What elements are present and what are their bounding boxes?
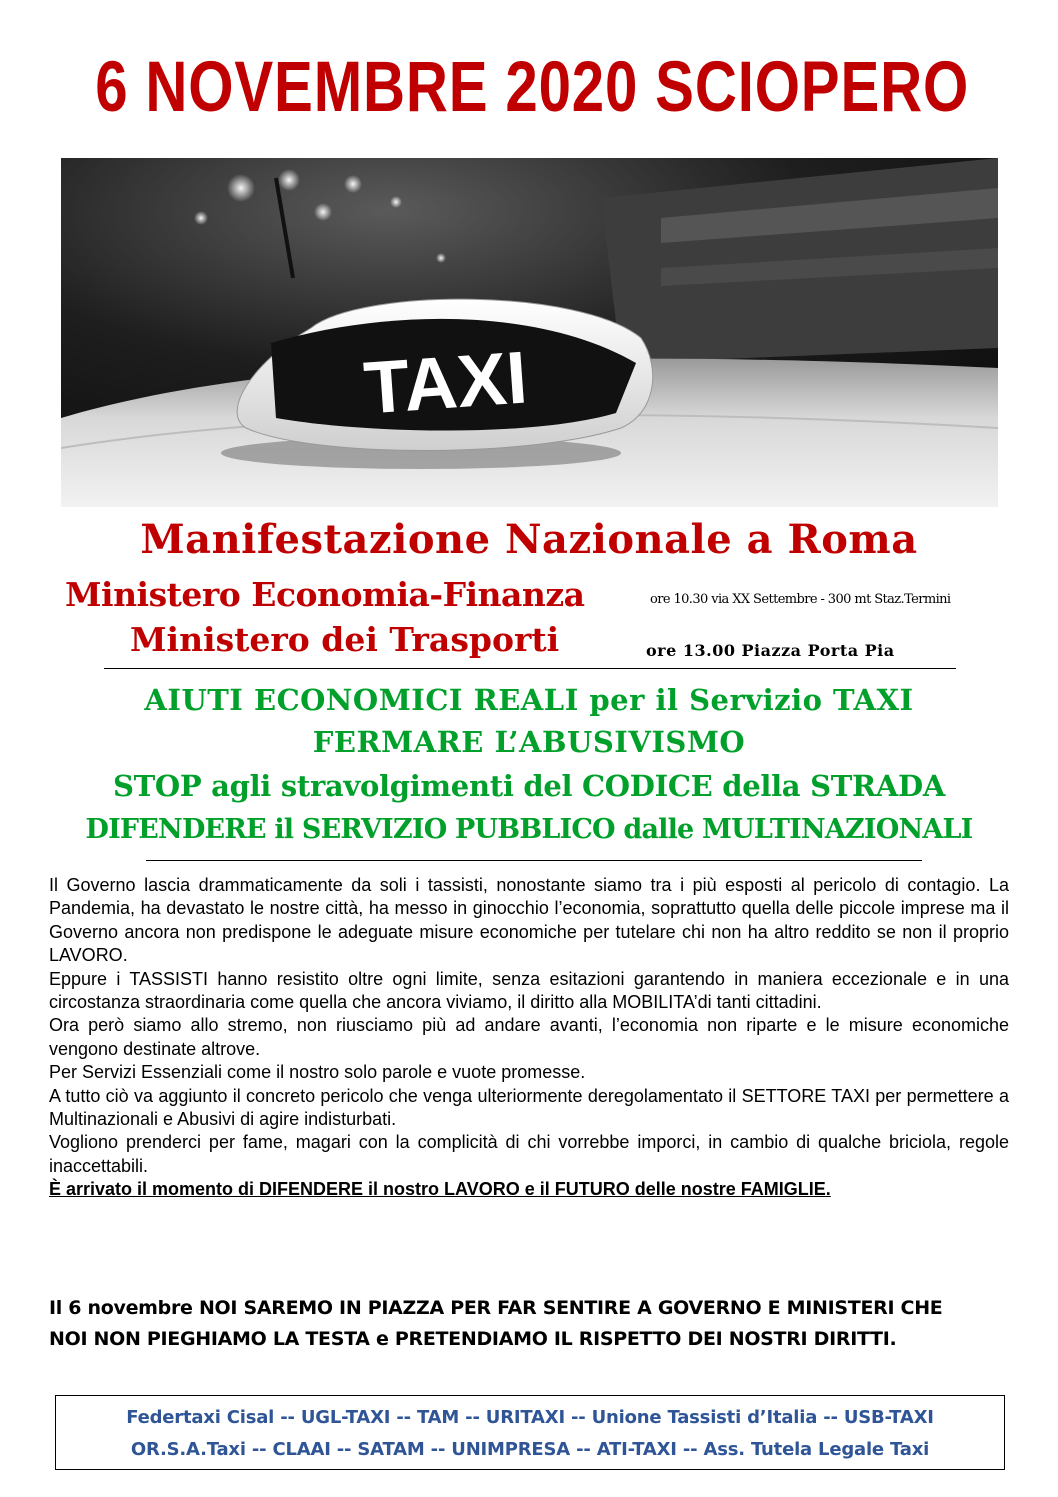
sponsors-line-2: OR.S.A.Taxi -- CLAAI -- SATAM -- UNIMPRESA -- ATI-TAXI -- Ass. Tutela Legale Taxi [130, 1439, 930, 1460]
body-paragraph: Vogliono prenderci per fame, magari con la complicità di chi vorrebbe imporci, in cambio di qualche briciola, regole inaccettabili. [49, 1132, 1009, 1176]
event-title: Manifestazione Nazionale a Roma [140, 516, 918, 563]
body-text [49, 874, 1009, 1202]
ministry-1: Ministero Economia-Finanza [65, 575, 585, 614]
closing-line-1: Il 6 novembre NOI SAREMO IN PIAZZA PER FAR SENTIRE A GOVERNO E MINISTERI CHE [49, 1297, 943, 1319]
body-final-line: È arrivato il momento di DIFENDERE il nostro LAVORO e il FUTURO delle nostre FAMIGLIE. [49, 1179, 831, 1200]
divider [104, 668, 956, 669]
body-paragraph: Eppure i TASSISTI hanno resistito oltre ogni limite, senza esitazioni garantendo in maniera eccezionale e in una circostanza straordinaria come quella che ancora viviamo, il diritto alla MOBILITA’di tanti cittadini. [49, 968, 1009, 1013]
ministry-2: Ministero dei Trasporti [130, 620, 560, 659]
body-paragraph: A tutto ciò va aggiunto il concreto pericolo che venga ulteriormente deregolamentato il SETTORE TAXI per permettere a Multinazionali e Abusivi di agire indisturbati. [49, 1085, 1009, 1130]
closing-statement [49, 1293, 1029, 1355]
body-paragraph: Per Servizi Essenziali come il nostro solo parole e vuote promesse. [49, 1062, 586, 1083]
taxi-sign-text: TAXI [361, 335, 530, 430]
body-paragraph: Il Governo lascia drammaticamente da soli i tassisti, nonostante siamo tra i più esposti al pericolo di contagio. La Pandemia, ha devastato le nostre città, ha messo in ginocchio l’economia, soprattutto quella delle piccole imprese ma il Governo ancora non predispone le adeguate misure economiche per tutelare chi non ha altro reddito se non il proprio LAVORO. [49, 875, 1009, 966]
sponsors-line-1: Federtaxi Cisal -- UGL-TAXI -- TAM -- URITAXI -- Unione Tassisti d’Italia -- USB-TAXI [126, 1407, 934, 1428]
slogan-4: DIFENDERE il SERVIZIO PUBBLICO dalle MULTINAZIONALI [85, 814, 973, 845]
closing-line-2: NOI NON PIEGHIAMO LA TESTA e PRETENDIAMO IL RISPETTO DEI NOSTRI DIRITTI. [49, 1328, 897, 1350]
body-paragraph: Ora però siamo allo stremo, non riusciamo più ad andare avanti, l’economia non riparte e le misure economiche vengono destinate altrove. [49, 1015, 1009, 1059]
divider [146, 860, 922, 861]
taxi-photo [61, 158, 998, 507]
slogan-2: FERMARE L’ABUSIVISMO [312, 725, 746, 759]
ministry-2-note: ore 13.00 Piazza Porta Pia [646, 641, 895, 660]
slogan-3: STOP agli stravolgimenti del CODICE della STRADA [112, 769, 946, 803]
headline: 6 NOVEMBRE 2020 SCIOPERO [95, 48, 970, 127]
ministry-1-note: ore 10.30 via XX Settembre - 300 mt Staz.Termini [650, 592, 951, 607]
sponsors-box [55, 1395, 1005, 1470]
slogan-1: AIUTI ECONOMICI REALI per il Servizio TAXI [144, 683, 914, 717]
